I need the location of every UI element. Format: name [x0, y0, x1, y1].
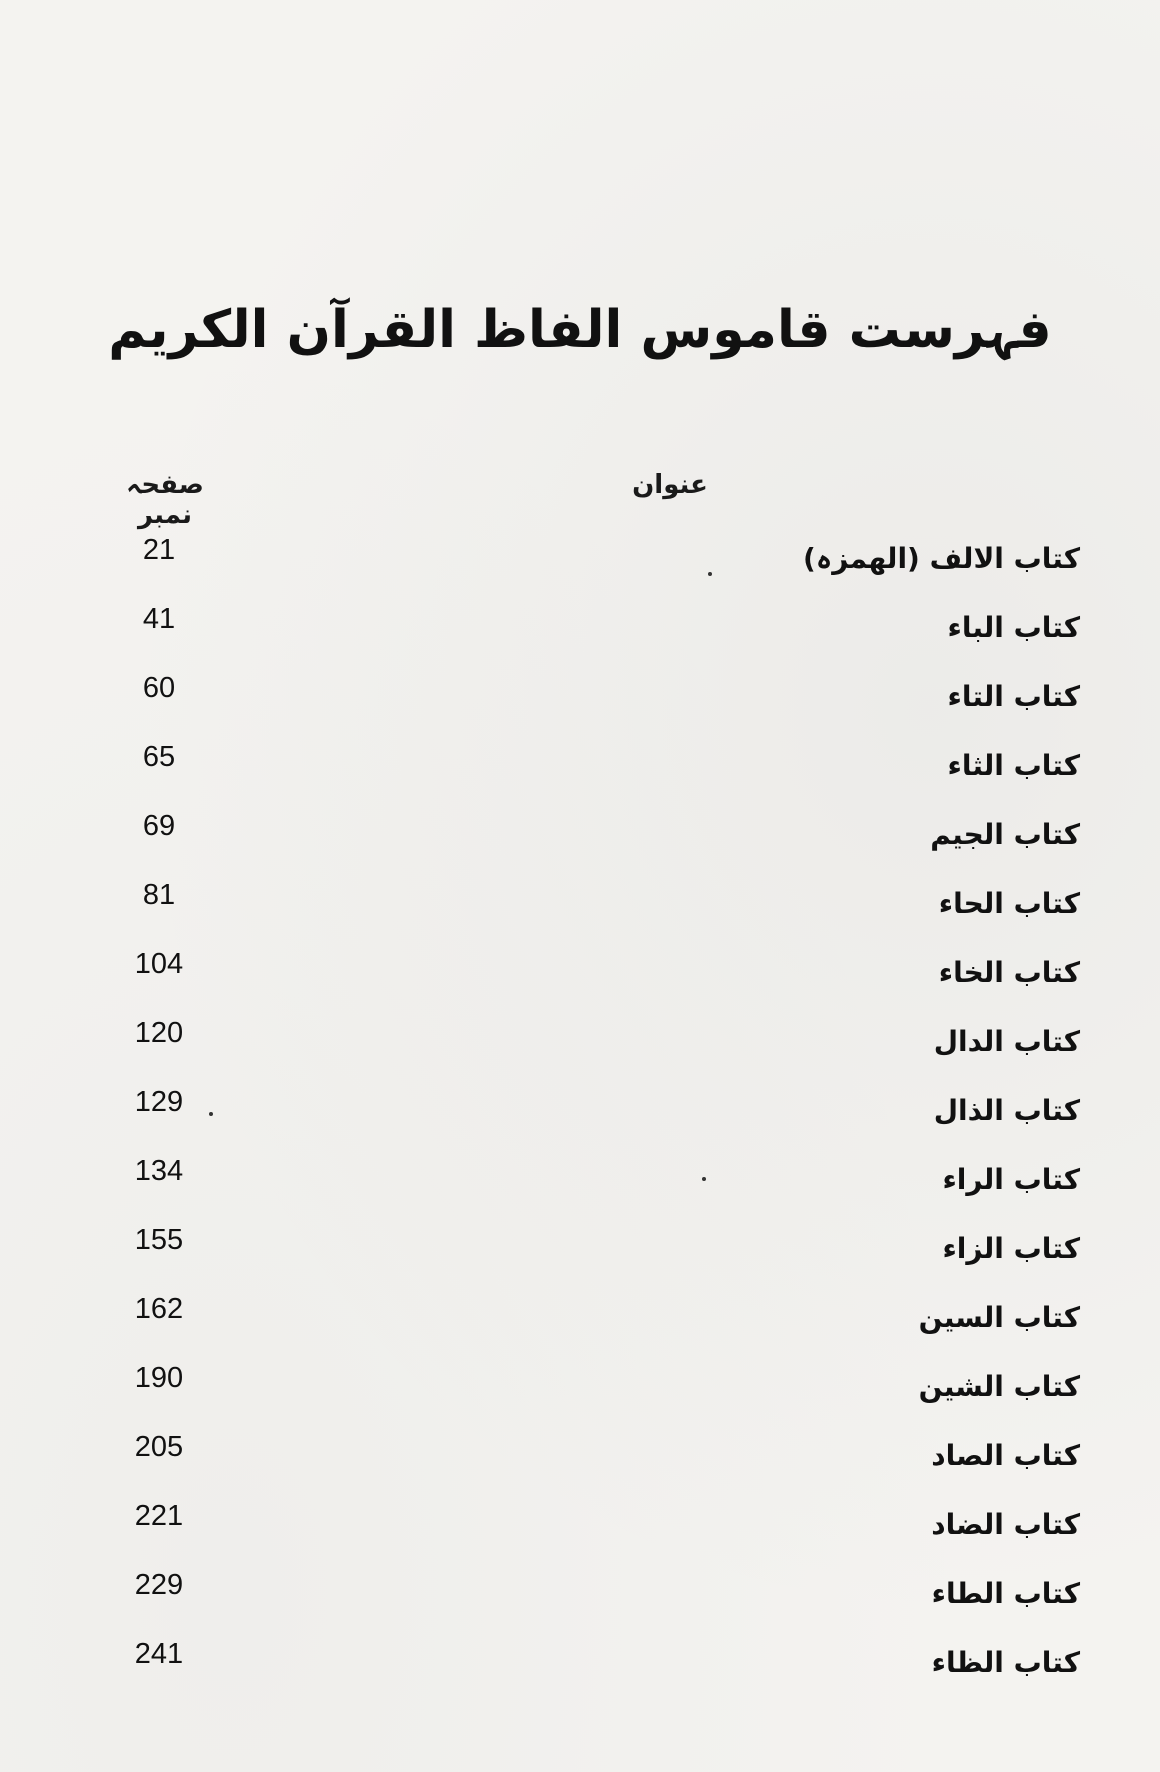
toc-entry-page: 81	[142, 879, 176, 911]
toc-entry-page: 69	[142, 810, 176, 842]
toc-entry-title: کتاب الجیم	[930, 818, 1080, 851]
toc-row	[0, 528, 1160, 597]
toc-entry-title: کتاب الالف (الھمزہ)	[803, 542, 1080, 575]
toc-entry-title: کتاب الثاء	[947, 749, 1080, 782]
toc-row	[0, 1494, 1160, 1563]
toc-entry-page: 21	[142, 534, 176, 566]
toc-row	[0, 1218, 1160, 1287]
page-title: فہرست قاموس الفاظ القرآن الکریم	[108, 300, 1052, 360]
toc-entry-page: 205	[134, 1431, 184, 1463]
column-header-page-number: صفحہ نمبر	[126, 470, 204, 530]
column-header-title: عنوان	[632, 470, 708, 500]
toc-entry-page: 241	[134, 1638, 184, 1670]
toc-entry-title: کتاب الضاد	[931, 1508, 1080, 1541]
toc-row	[0, 1080, 1160, 1149]
toc-entry-page: 129	[134, 1086, 184, 1118]
toc-entry-title: کتاب الصاد	[931, 1439, 1080, 1472]
ink-speck	[702, 1177, 706, 1181]
toc-entry-page: 104	[134, 948, 184, 980]
toc-entry-page: 65	[142, 741, 176, 773]
toc-entry-title: کتاب الذال	[933, 1094, 1080, 1127]
toc-entry-page: 60	[142, 672, 176, 704]
ink-speck	[209, 1112, 213, 1116]
toc-entry-title: کتاب الشین	[918, 1370, 1080, 1403]
toc-row	[0, 873, 1160, 942]
toc-entry-page: 221	[134, 1500, 184, 1532]
toc-row	[0, 1287, 1160, 1356]
toc-entry-title: کتاب الحاء	[938, 887, 1080, 920]
toc-entry-title: کتاب الزاء	[942, 1232, 1080, 1265]
toc-entry-page: 134	[134, 1155, 184, 1187]
toc-entry-title: کتاب الطاء	[931, 1577, 1080, 1610]
toc-entry-title: کتاب الراء	[942, 1163, 1080, 1196]
toc-row	[0, 1011, 1160, 1080]
ink-speck	[708, 572, 712, 576]
toc-row	[0, 1425, 1160, 1494]
toc-entry-page: 229	[134, 1569, 184, 1601]
toc-row	[0, 597, 1160, 666]
toc-entry-title: کتاب الباء	[947, 611, 1080, 644]
toc-row	[0, 942, 1160, 1011]
toc-entry-title: کتاب السین	[918, 1301, 1080, 1334]
toc-row	[0, 1356, 1160, 1425]
toc-entry-page: 155	[134, 1224, 184, 1256]
table-of-contents	[0, 528, 1160, 1701]
toc-row	[0, 1149, 1160, 1218]
toc-entry-page: 190	[134, 1362, 184, 1394]
toc-row	[0, 735, 1160, 804]
toc-entry-title: کتاب الظاء	[931, 1646, 1080, 1679]
toc-entry-page: 120	[134, 1017, 184, 1049]
toc-entry-page: 162	[134, 1293, 184, 1325]
toc-row	[0, 666, 1160, 735]
toc-row	[0, 1563, 1160, 1632]
toc-row	[0, 1632, 1160, 1701]
toc-entry-title: کتاب التاء	[947, 680, 1080, 713]
toc-entry-title: کتاب الخاء	[938, 956, 1080, 989]
toc-entry-page: 41	[142, 603, 176, 635]
toc-entry-title: کتاب الدال	[933, 1025, 1080, 1058]
toc-row	[0, 804, 1160, 873]
